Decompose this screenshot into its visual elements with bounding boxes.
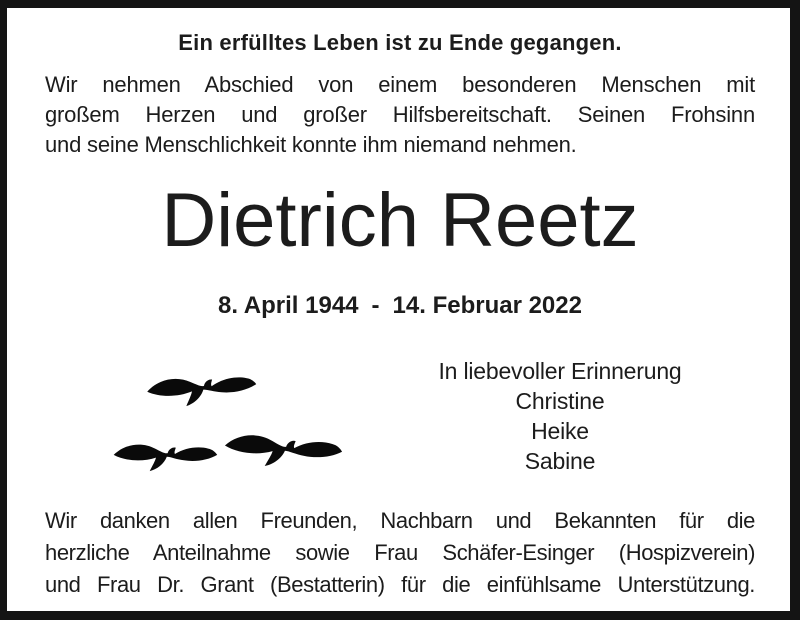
thanks-line-3: und Frau Dr. Grant (Bestatterin) für die einfühlsame Unterstützung. [45,572,755,597]
birth-date: 8. April 1944 [218,292,359,319]
memorial-block [410,356,710,476]
life-dates [0,292,800,320]
death-date: 14. Februar 2022 [392,292,582,319]
bird-icon [224,434,343,470]
mourner-name-2: Heike [531,418,589,444]
deceased-name: Dietrich Reetz [161,178,639,263]
intro-line-1: Wir nehmen Abschied von einem besonderen Menschen mit [45,72,755,97]
mourner-name-1: Christine [515,388,605,414]
date-separator: - [371,292,380,319]
intro-line-3: und seine Menschlichkeit konnte ihm niemand nehmen. [45,132,577,157]
thanks-paragraph [45,505,755,601]
bird-icon [114,445,218,472]
mourner-name-3: Sabine [524,448,596,474]
intro-line-2: großem Herzen und großer Hilfsbereitschaft. Seinen Frohsinn [45,102,755,127]
memorial-heading: In liebevoller Erinnerung [438,358,682,384]
bird-icon [146,373,257,409]
thanks-line-1: Wir danken allen Freunden, Nachbarn und Bekannten für die [45,508,755,533]
headline: Ein erfülltes Leben ist zu Ende gegangen. [178,30,622,55]
flying-birds-illustration [98,362,348,474]
intro-paragraph [45,70,755,160]
thanks-line-2: herzliche Anteilnahme sowie Frau Schäfer-Esinger (Hospizverein) [45,540,755,565]
